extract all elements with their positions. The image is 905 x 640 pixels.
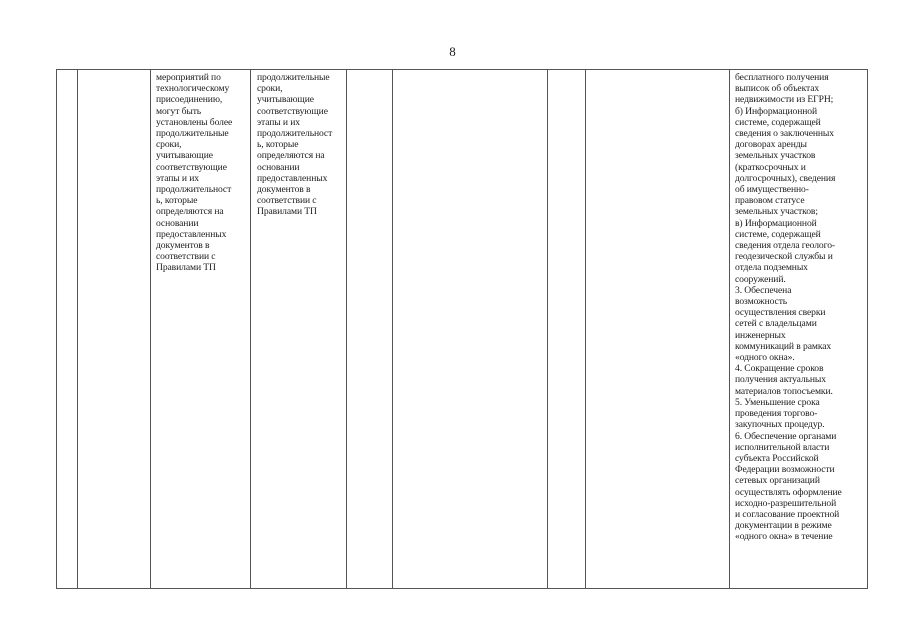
table-top-border bbox=[56, 69, 868, 70]
cell-results-text: бесплатного получения выписок об объектах недвижимости из ЕГРН; б) Информационной системе, содержащей сведения о заключенных договорах аренды земельных участков (краткосрочных и долгосрочных), сведения об имущественно- правовом статусе земельных участков; в) Информационной системе, содержащей сведения отдела геолого- геодезической службы и отдела подземных сооружений. 3. Обеспечена возможность осуществления сверки сетей с владельцами инженерных коммуникаций в рамках «одного окна». 4. Сокращение сроков получения актуальных материалов топосъемки. 5. Уменьшение срока проведения торгово- закупочных процедур. 6. Обеспечение органами исполнительной власти субъекта Российской Федерации возможности сетевых организаций осуществлять оформление исходно-разрешительной и согласование проектной документации в режиме «одного окна» в течение bbox=[735, 72, 842, 543]
column-rule bbox=[77, 69, 78, 589]
column-rule bbox=[150, 69, 151, 589]
page-number: 8 bbox=[449, 44, 456, 59]
table-bottom-border bbox=[56, 588, 868, 589]
cell-measure-text-1: мероприятий по технологическому присоединению, могут быть установлены более продолжительные сроки, учитывающие соответствующие этапы и их продолжительност ь, которые определяются на основании предоставленных документов в соответствии с Правилами ТП bbox=[156, 72, 233, 274]
cell-measure-text-2: продолжительные сроки, учитывающие соответствующие этапы и их продолжительност ь, которые определяются на основании предоставленных документов в соответствии с Правилами ТП bbox=[257, 72, 333, 218]
column-rule bbox=[392, 69, 393, 589]
column-rule bbox=[867, 69, 868, 589]
column-rule bbox=[250, 69, 251, 589]
column-rule bbox=[729, 69, 730, 589]
column-rule bbox=[56, 69, 57, 589]
column-rule bbox=[585, 69, 586, 589]
column-rule bbox=[547, 69, 548, 589]
